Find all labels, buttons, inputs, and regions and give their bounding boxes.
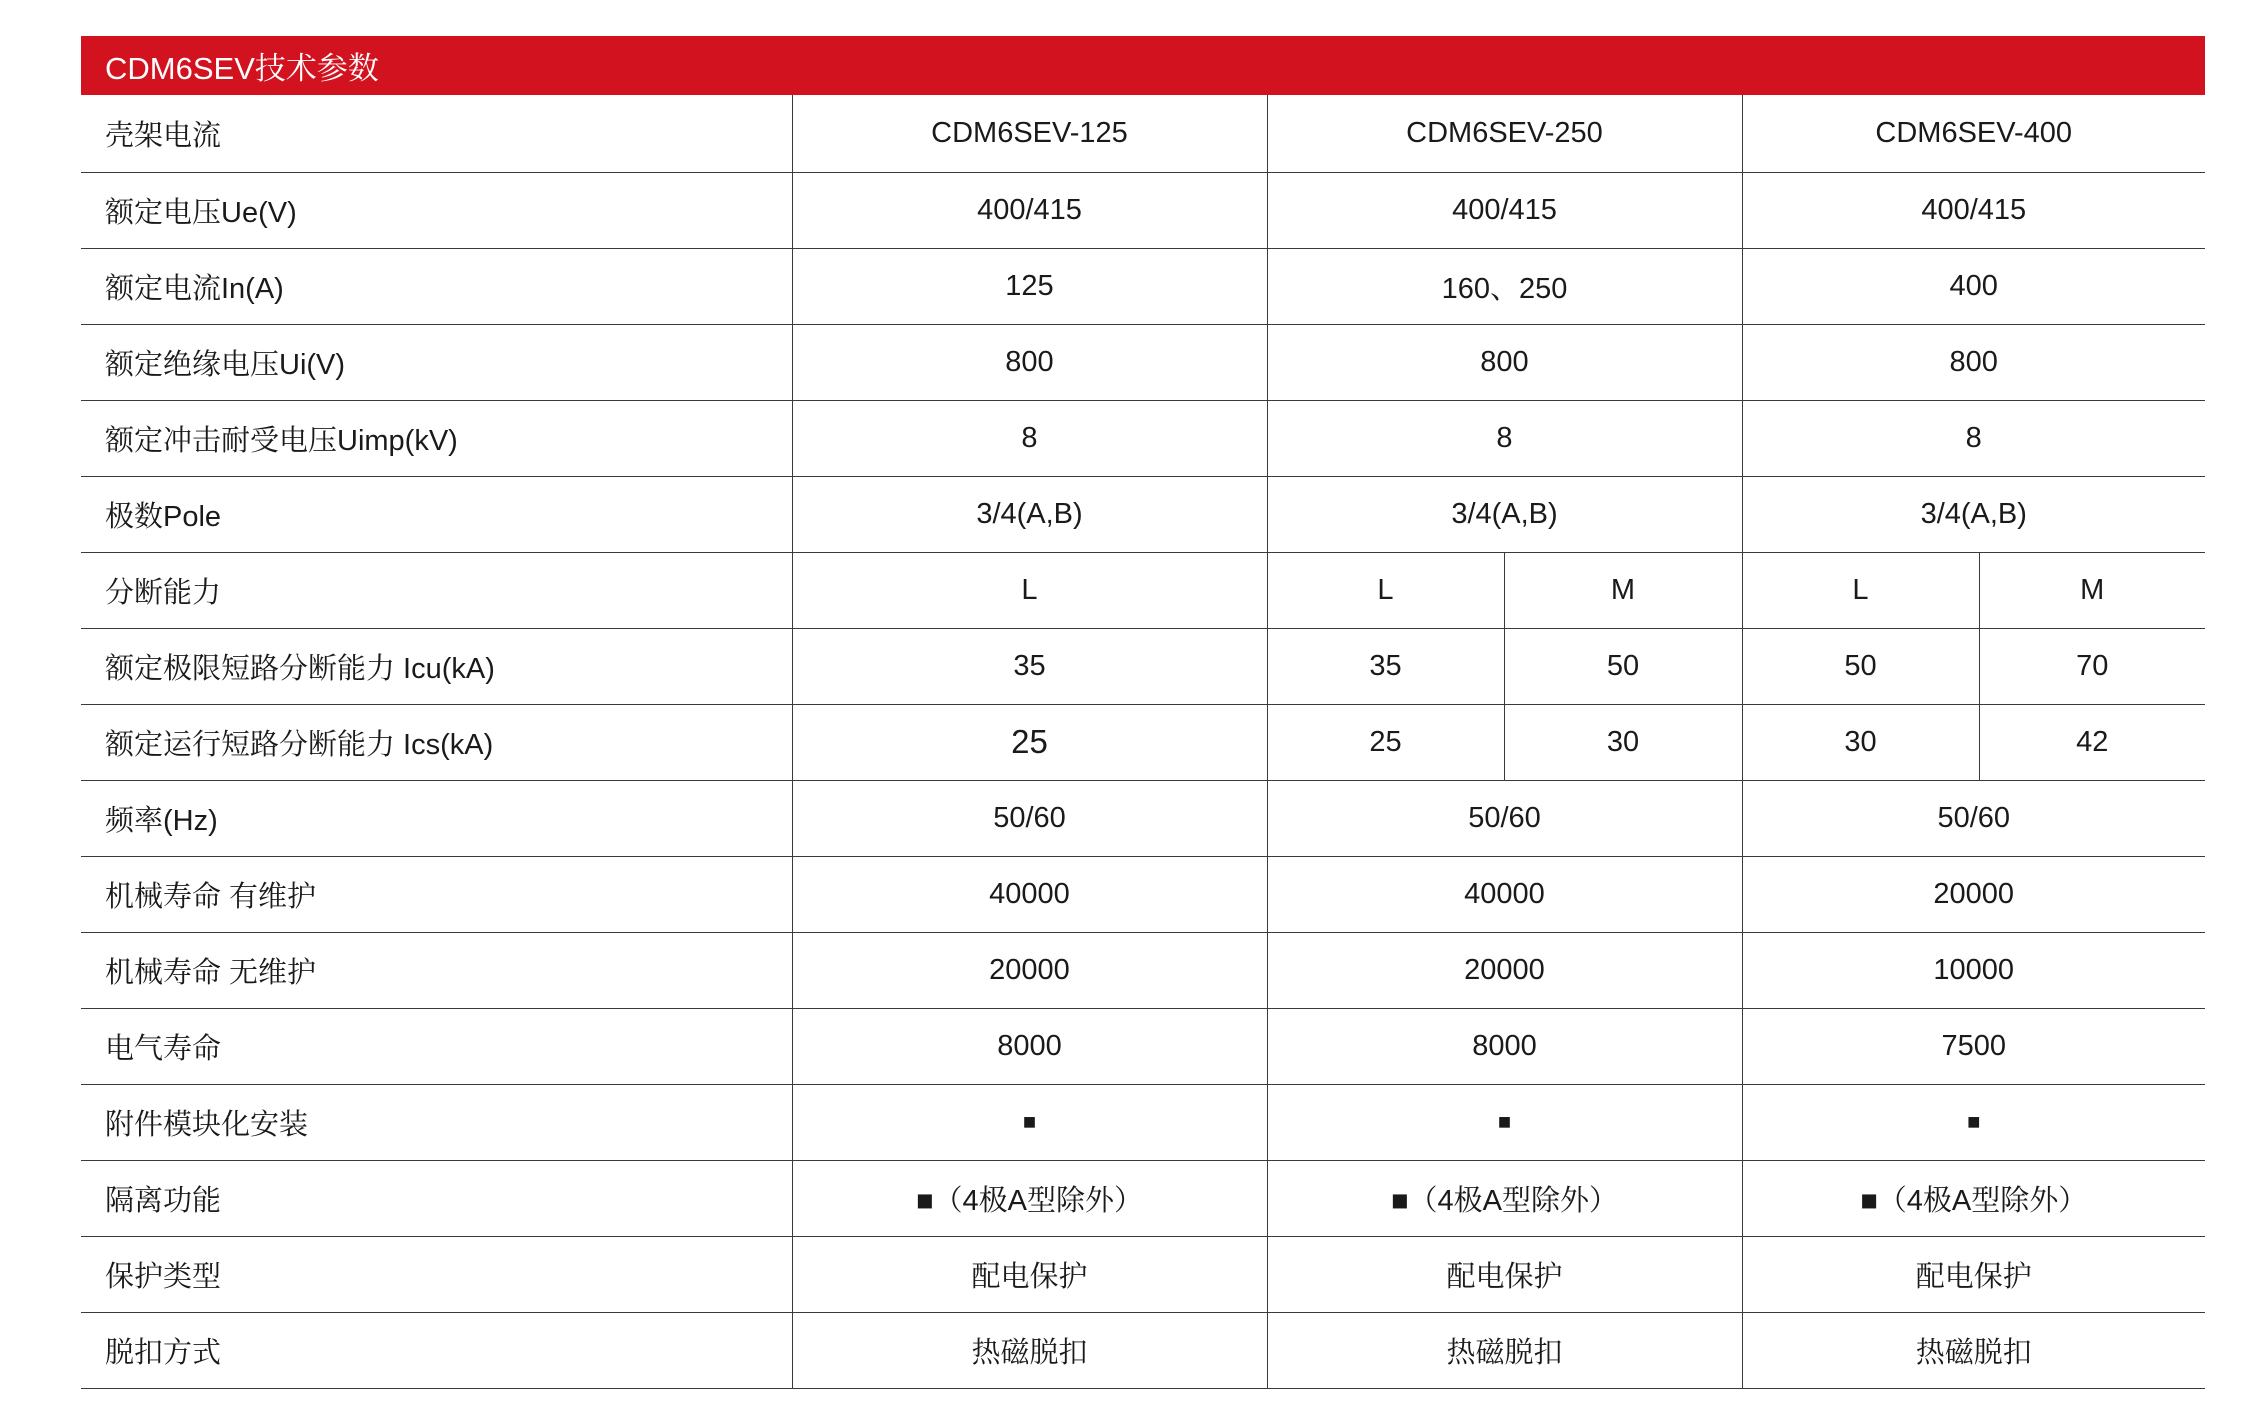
cell-value: ■（4极A型除外）: [792, 1160, 1267, 1236]
cell-value: ■（4极A型除外）: [1742, 1160, 2205, 1236]
cell-value: 配电保护: [1267, 1236, 1742, 1312]
cell-value: 400: [1742, 248, 2205, 324]
table-row: [81, 1312, 2205, 1388]
row-label: 分断能力: [81, 552, 792, 628]
cell-value: 3/4(A,B): [1267, 476, 1742, 552]
cell-value: M: [1979, 552, 2205, 628]
row-label: 额定运行短路分断能力 Ics(kA): [81, 704, 792, 780]
cell-value: 3/4(A,B): [1742, 476, 2205, 552]
row-label: 脱扣方式: [81, 1312, 792, 1388]
cell-value: 800: [1267, 324, 1742, 400]
model-header-250: CDM6SEV-250: [1267, 95, 1742, 172]
square-mark-icon: ■: [1267, 1084, 1742, 1160]
table-row: [81, 248, 2205, 324]
table-row: [81, 1236, 2205, 1312]
cell-value: 30: [1742, 704, 1979, 780]
cell-value: 热磁脱扣: [792, 1312, 1267, 1388]
cell-value: 3/4(A,B): [792, 476, 1267, 552]
cell-value: 8000: [792, 1008, 1267, 1084]
cell-value: 50/60: [1267, 780, 1742, 856]
table-row: [81, 628, 2205, 704]
cell-value: 400/415: [1742, 172, 2205, 248]
cell-value: 热磁脱扣: [1742, 1312, 2205, 1388]
cell-value: 50/60: [792, 780, 1267, 856]
cell-value: 20000: [1742, 856, 2205, 932]
cell-value: 8: [792, 400, 1267, 476]
row-label: 机械寿命 无维护: [81, 932, 792, 1008]
table-row: [81, 1008, 2205, 1084]
table-title: CDM6SEV技术参数: [81, 36, 2205, 95]
cell-value: 160、250: [1267, 248, 1742, 324]
cell-value: 42: [1979, 704, 2205, 780]
square-mark-icon: ■: [792, 1084, 1267, 1160]
cell-value: 125: [792, 248, 1267, 324]
cell-value: 25: [1267, 704, 1504, 780]
cell-value: 30: [1504, 704, 1742, 780]
cell-value: L: [1742, 552, 1979, 628]
square-mark-icon: ■: [1742, 1084, 2205, 1160]
cell-value: L: [792, 552, 1267, 628]
cell-value: 8: [1267, 400, 1742, 476]
cell-value: 配电保护: [1742, 1236, 2205, 1312]
cell-value: M: [1504, 552, 1742, 628]
table-row: [81, 1084, 2205, 1160]
table-row: [81, 324, 2205, 400]
cell-value: 50: [1742, 628, 1979, 704]
cell-value: 40000: [1267, 856, 1742, 932]
row-label: 壳架电流: [81, 95, 792, 172]
row-label: 机械寿命 有维护: [81, 856, 792, 932]
row-label: 额定绝缘电压Ui(V): [81, 324, 792, 400]
table-row: [81, 476, 2205, 552]
cell-value: 8000: [1267, 1008, 1742, 1084]
row-label: 附件模块化安装: [81, 1084, 792, 1160]
model-header-400: CDM6SEV-400: [1742, 95, 2205, 172]
cell-value: 40000: [792, 856, 1267, 932]
cell-value: 400/415: [1267, 172, 1742, 248]
spec-sheet: [81, 36, 2205, 1389]
cell-value: 50: [1504, 628, 1742, 704]
row-label: 保护类型: [81, 1236, 792, 1312]
row-label: 额定电流In(A): [81, 248, 792, 324]
table-row: [81, 1160, 2205, 1236]
table-row: [81, 932, 2205, 1008]
table-row: [81, 95, 2205, 172]
cell-value: 70: [1979, 628, 2205, 704]
spec-table: [81, 95, 2205, 1389]
cell-value: 400/415: [792, 172, 1267, 248]
row-label: 电气寿命: [81, 1008, 792, 1084]
table-row: [81, 780, 2205, 856]
cell-value: 25: [792, 704, 1267, 780]
cell-value: 35: [1267, 628, 1504, 704]
row-label: 频率(Hz): [81, 780, 792, 856]
cell-value: 35: [792, 628, 1267, 704]
cell-value: 7500: [1742, 1008, 2205, 1084]
cell-value: 20000: [1267, 932, 1742, 1008]
row-label: 额定极限短路分断能力 Icu(kA): [81, 628, 792, 704]
cell-value: 50/60: [1742, 780, 2205, 856]
table-row: [81, 172, 2205, 248]
cell-value: 配电保护: [792, 1236, 1267, 1312]
table-row: [81, 704, 2205, 780]
model-header-125: CDM6SEV-125: [792, 95, 1267, 172]
cell-value: ■（4极A型除外）: [1267, 1160, 1742, 1236]
cell-value: 800: [1742, 324, 2205, 400]
cell-value: 热磁脱扣: [1267, 1312, 1742, 1388]
row-label: 额定电压Ue(V): [81, 172, 792, 248]
cell-value: L: [1267, 552, 1504, 628]
table-row: [81, 400, 2205, 476]
cell-value: 20000: [792, 932, 1267, 1008]
row-label: 极数Pole: [81, 476, 792, 552]
cell-value: 10000: [1742, 932, 2205, 1008]
table-row: [81, 552, 2205, 628]
cell-value: 8: [1742, 400, 2205, 476]
row-label: 额定冲击耐受电压Uimp(kV): [81, 400, 792, 476]
cell-value: 800: [792, 324, 1267, 400]
table-row: [81, 856, 2205, 932]
row-label: 隔离功能: [81, 1160, 792, 1236]
